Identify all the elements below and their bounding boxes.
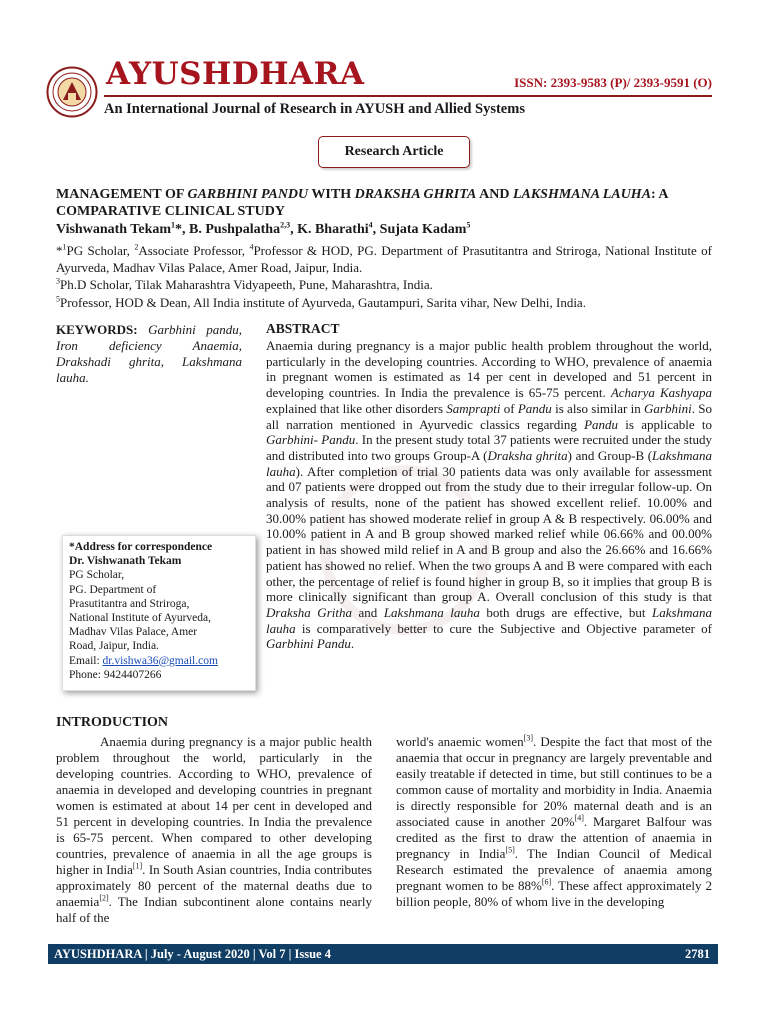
affiliation-2: $^3$Ph.D Scholar, Tilak Maharashtra Vidyapeeth, Pune, Maharashtra, India.: [56, 276, 433, 292]
article-title: [56, 186, 712, 220]
phone: Phone: 9424407266: [69, 668, 162, 681]
correspondence-line: National Institute of Ayurveda,: [69, 612, 212, 625]
title-line-1: MANAGEMENT OF GARBHINI PANDU WITH DRAKSHA GHRITA AND LAKSHMANA LAUHA: A: [56, 187, 669, 202]
authors: Vishwanath Tekam$^1$*, B. Pushpalatha$^{2,3}$, K. Bharathi$^4$, Sujata Kadam$^5$: [56, 220, 471, 237]
affiliation-1: *$^1$PG Scholar, $^2$Associate Professor, $^4$Professor & HOD, PG. Department of Prasutitantra and Striroga, National Institute of Ayurveda, Madhav Vilas Palace, Amer Road, Jaipur, India.: [56, 242, 713, 275]
journal-subtitle: An International Journal of Research in AYUSH and Allied Systems: [104, 101, 525, 117]
correspondence-line: PG. Department of: [69, 583, 157, 596]
issn: ISSN: 2393-9583 (P)/ 2393-9591 (O): [514, 75, 712, 90]
correspondence-box: [62, 535, 256, 691]
page-footer: [48, 944, 718, 964]
footer-journal-info: AYUSHDHARA | July - August 2020 | Vol 7 | Issue 4: [54, 947, 331, 961]
abstract-heading: ABSTRACT: [266, 321, 340, 336]
correspondence-line: Madhav Vilas Palace, Amer: [69, 626, 198, 639]
keywords-text: Garbhini pandu, Iron deficiency Anaemia, Drakshadi ghrita, Lakshmana lauha.: [56, 322, 243, 385]
keywords: [56, 322, 242, 386]
email-link[interactable]: dr.vishwa36@gmail.com: [102, 654, 218, 667]
keywords-label: KEYWORDS:: [56, 322, 138, 337]
introduction-column-2: world's anaemic women[3]. Despite the fact that most of the anaemia that occur in pregnancy are largely preventable and easily treatable if detected in time, but still continues to be a common cause of mortality and morbidity in India. Anaemia is directly responsible for 20% maternal death and is an associated cause in another 20%[4]. Margaret Balfour was credited as the first to draw the attention of anaemia in pregnancy in India[5]. The Indian Council of Medical Research estimated the prevalence of anaemia among pregnant women to be 88%[6]. These affect approximately 2 billion people, 80% of whom live in the developing: [396, 733, 712, 909]
email-label: Email:: [69, 654, 100, 667]
email-row: [69, 654, 255, 668]
correspondence-label: *Address for correspondence: [69, 541, 213, 553]
correspondence-name: Dr. Vishwanath Tekam: [69, 555, 182, 568]
journal-name: AYUSHDHARA: [106, 56, 365, 92]
introduction-heading: INTRODUCTION: [56, 715, 169, 730]
introduction-column-1: Anaemia during pregnancy is a major public health problem throughout the world, particularly in the developing countries. According to WHO, prevalence of anaemia in developed and developing countries in pregnant women is estimated at about 14 per cent in developed and 51 percent in developing countries. In India the prevalence is 65-75 percent. When compared to other developing countries, prevalence of anaemia in all the age groups is higher in India[1]. In South Asian countries, India contributes approximately 80 percent of the maternal deaths due to anaemia[2]. The Indian subcontinent alone contains nearly half of the: [56, 734, 372, 925]
affiliation-3: $^5$Professor, HOD & Dean, All India institute of Ayurveda, Gautampuri, Sarita vihar, New Delhi, India.: [56, 294, 586, 310]
correspondence-line: Prasutitantra and Striroga,: [69, 597, 190, 610]
abstract-body: Anaemia during pregnancy is a major public health problem throughout the world, particularly in the developing countries. According to WHO, prevalence of anaemia in pregnant women is estimated as 14 per cent in developed and 51 percent in developing countries. In India the prevalence is 65-75 percent. Acharya Kashyapa explained that like other disorders Samprapti of Pandu is also similar in Garbhini. So all narration mentioned in Ayurvedic classics regarding Pandu is applicable to Garbhini- Pandu. In the present study total 37 patients were recruited under the study and distributed into two groups Group-A (Draksha ghrita) and Group-B (Lakshmana lauha). After completion of trial 30 patients data was only available for assessment and 07 patients were dropped out from the study due to their irregular follow-up. On analysis of results, none of the patient has showed excellent relief. 10.00% and 30.00% patient has showed moderate relief in group A & B respectively. 06.00% and 10.00% patient in A and B group showed marked relief while 06.66% and 00.00% patient in has showed mild relief in A and B group and also the 26.66% and 16.66% patient has showed no relief. When the two groups A and B were compared with each other, the percentage of relief is found higher in group B, so it implies that group B is more clinically significant than group A. Overall conclusion of this study is that Draksha Gritha and Lakshmana lauha both drugs are effective, but Lakshmana lauha is comparatively better to cure the Subjective and Objective parameter of Garbhini Pandu.: [266, 338, 712, 652]
correspondence-line: Road, Jaipur, India.: [69, 640, 159, 653]
header-rule: [104, 95, 712, 97]
correspondence-line: PG Scholar,: [69, 569, 125, 582]
title-line-2: COMPARATIVE CLINICAL STUDY: [56, 204, 285, 219]
page-number: 2781: [685, 947, 710, 961]
journal-logo: [46, 66, 98, 118]
article-type-badge: Research Article: [318, 136, 470, 168]
